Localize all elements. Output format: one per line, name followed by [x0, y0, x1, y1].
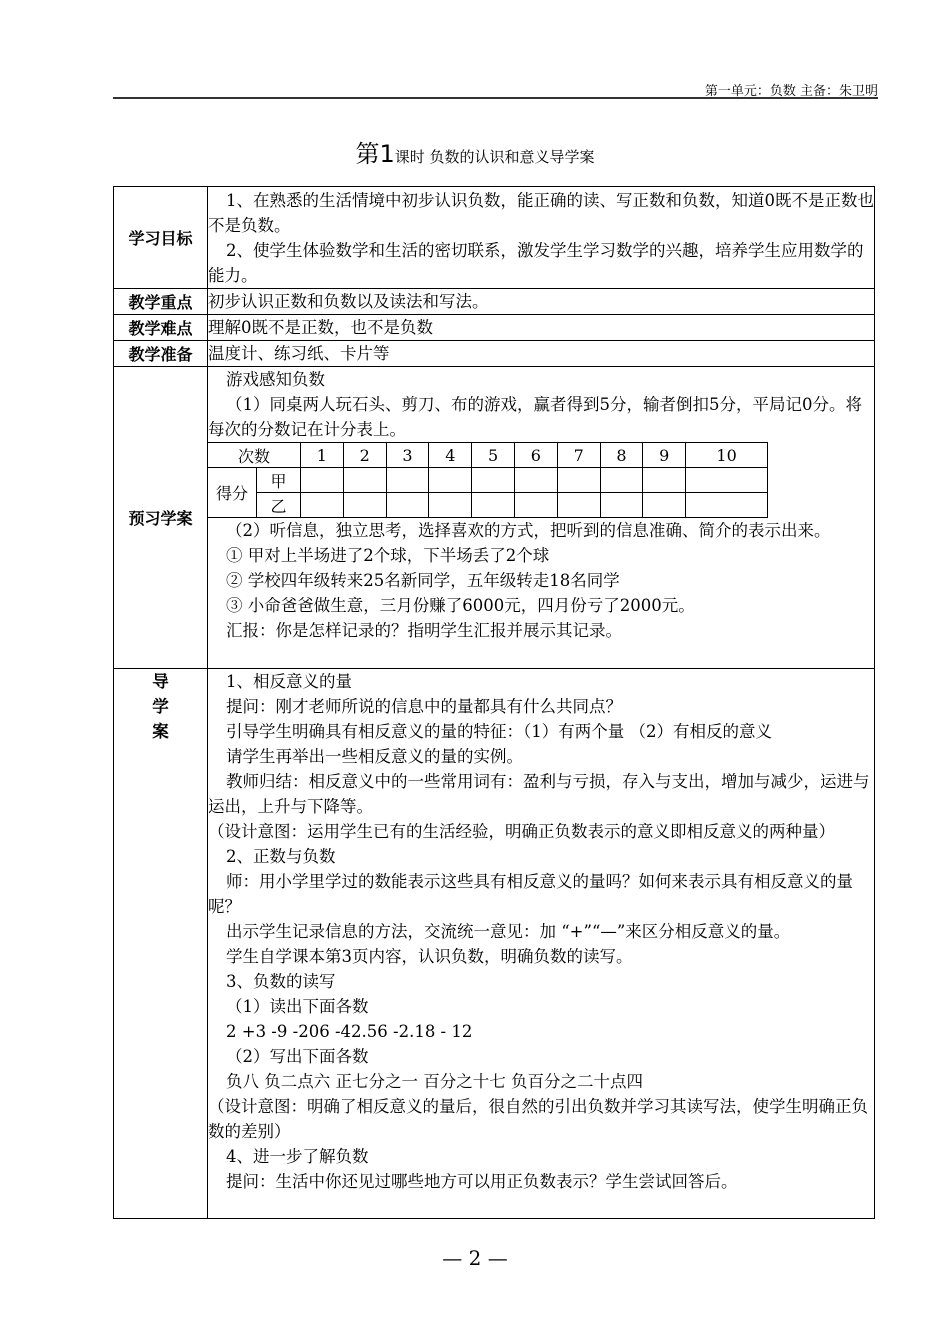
preview-line: ② 学校四年级转来25名新同学，五年级转走18名同学: [226, 571, 620, 590]
score-cell[interactable]: [600, 468, 643, 493]
preview-line: 汇报：你是怎样记录的？指明学生汇报并展示其记录。: [226, 621, 622, 640]
score-col-header: 3: [386, 443, 429, 468]
player-label: 乙: [257, 493, 301, 518]
score-cell[interactable]: [429, 468, 472, 493]
guide-content: [208, 669, 875, 1219]
guide-line: 学生自学课本第3页内容，认识负数，明确负数的读写。: [226, 947, 633, 966]
prep-content: 温度计、练习纸、卡片等: [208, 341, 875, 367]
score-cell[interactable]: [643, 468, 686, 493]
guide-line: 出示学生记录信息的方法，交流统一意见：加 “+”“—”来区分相反意义的量。: [226, 922, 791, 941]
score-cell[interactable]: [301, 468, 344, 493]
score-col-header: 6: [514, 443, 557, 468]
guide-label: [114, 669, 208, 1219]
goal-item: 1、在熟悉的生活情境中初步认识负数，能正确的读、写正数和负数，知道0既不是正数也不是负数。: [208, 191, 874, 235]
preview-line: （2）听信息，独立思考，选择喜欢的方式，把听到的信息准确、简介的表示出来。: [226, 521, 831, 540]
goals-content: [208, 187, 875, 289]
score-cell[interactable]: [557, 468, 600, 493]
score-cell[interactable]: [343, 493, 386, 518]
guide-line: 2、正数与负数: [226, 847, 336, 866]
guide-line: 请学生再举出一些相反意义的量的实例。: [226, 747, 523, 766]
guide-line: 1、相反意义的量: [226, 672, 352, 691]
guide-label-char: 案: [152, 722, 169, 741]
guide-line: 引导学生明确具有相反意义的量的特征：（1）有两个量 （2）有相反的意义: [226, 722, 772, 741]
score-cell[interactable]: [472, 468, 515, 493]
guide-label-char: 导: [152, 672, 169, 691]
player-label: 甲: [257, 468, 301, 493]
key-label: 教学重点: [114, 289, 208, 315]
guide-label-char: 学: [152, 697, 169, 716]
score-cell[interactable]: [557, 493, 600, 518]
score-col-header: 1: [301, 443, 344, 468]
guide-line: 提问：生活中你还见过哪些地方可以用正负数表示？学生尝试回答后。: [226, 1172, 738, 1191]
guide-line: （1）读出下面各数: [226, 997, 369, 1016]
running-header: 第一单元：负数 主备：朱卫明: [704, 84, 878, 99]
score-cell[interactable]: [301, 493, 344, 518]
score-cell[interactable]: [343, 468, 386, 493]
design-intent-note: （设计意图：运用学生已有的生活经验，明确正负数表示的意义即相反意义的两种量）: [208, 822, 835, 841]
score-cell[interactable]: [643, 493, 686, 518]
score-col-header: 10: [686, 443, 768, 468]
preview-line: ③ 小命爸爸做生意，三月份赚了6000元，四月份亏了2000元。: [226, 596, 695, 615]
score-cell[interactable]: [686, 468, 768, 493]
preview-game-rule: （1）同桌两人玩石头、剪刀、布的游戏，赢者得到5分，输者倒扣5分，平局记0分。将每次的分数记在计分表上。: [208, 395, 862, 439]
score-col-header: 4: [429, 443, 472, 468]
key-content: 初步认识正数和负数以及读法和写法。: [208, 289, 875, 315]
design-intent-note: （设计意图：明确了相反意义的量后，很自然的引出负数并学习其读写法，使学生明确正负数的差别）: [208, 1097, 868, 1141]
page-number: — 2 —: [442, 1246, 508, 1270]
preview-heading: 游戏感知负数: [226, 370, 325, 389]
score-col-header: 2: [343, 443, 386, 468]
score-cell[interactable]: [600, 493, 643, 518]
difficulty-content: 理解0既不是正数，也不是负数: [208, 315, 875, 341]
score-cell[interactable]: [429, 493, 472, 518]
score-row-label: 得分: [208, 468, 257, 518]
lesson-plan-table: [113, 186, 875, 1219]
score-cell[interactable]: [386, 468, 429, 493]
score-col-header: 7: [557, 443, 600, 468]
score-col-header: 8: [600, 443, 643, 468]
goals-label: 学习目标: [114, 187, 208, 289]
title-text: 课时 负数的认识和意义导学案: [394, 148, 595, 166]
score-table: [207, 442, 768, 518]
preview-line: ① 甲对上半场进了2个球，下半场丢了2个球: [226, 546, 550, 565]
score-cell[interactable]: [686, 493, 768, 518]
guide-line: （2）写出下面各数: [226, 1047, 369, 1066]
score-cell[interactable]: [472, 493, 515, 518]
score-col-header: 9: [643, 443, 686, 468]
guide-line: 3、负数的读写: [226, 972, 336, 991]
lesson-number: 第1: [355, 140, 395, 168]
difficulty-label: 教学难点: [114, 315, 208, 341]
guide-paragraph: 师：用小学里学过的数能表示这些具有相反意义的量吗？如何来表示具有相反意义的量呢？: [208, 872, 853, 916]
score-cell[interactable]: [386, 493, 429, 518]
guide-line: 负八 负二点六 正七分之一 百分之十七 负百分之二十点四: [226, 1072, 643, 1091]
prep-label: 教学准备: [114, 341, 208, 367]
guide-line: 提问：刚才老师所说的信息中的量都具有什么共同点？: [226, 697, 622, 716]
header-rule: [113, 97, 878, 99]
guide-paragraph: 教师归结：相反意义中的一些常用词有：盈利与亏损，存入与支出，增加与减少，运进与运出，上升与下降等。: [208, 772, 870, 816]
preview-content: [208, 367, 875, 669]
score-cell[interactable]: [514, 493, 557, 518]
score-col-header: 5: [472, 443, 515, 468]
score-header: 次数: [208, 443, 301, 468]
guide-line: 2 +3 -9 -206 -42.56 -2.18 - 12: [226, 1022, 473, 1041]
score-cell[interactable]: [514, 468, 557, 493]
page-title: [0, 134, 950, 169]
goal-item: 2、使学生体验数学和生活的密切联系，激发学生学习数学的兴趣，培养学生应用数学的能力。: [208, 241, 864, 285]
preview-label: 预习学案: [114, 367, 208, 669]
guide-line: 4、进一步了解负数: [226, 1147, 369, 1166]
